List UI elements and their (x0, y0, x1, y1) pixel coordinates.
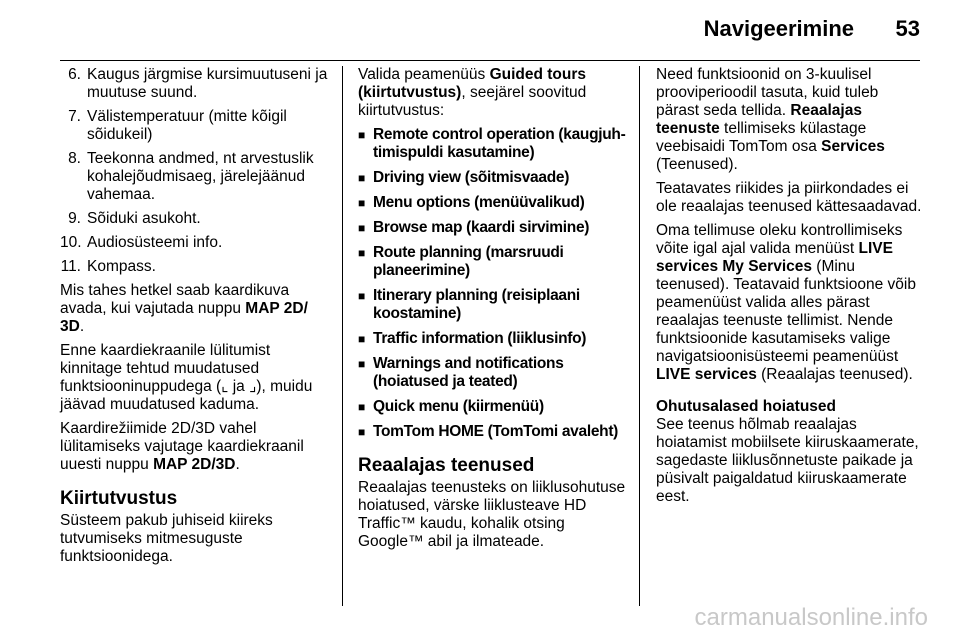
paragraph: Reaalajas teenusteks on liiklusohutuse hoiatused, värske liiklusteave HD Traffic™ kaudu, kohalik otsing Google™ abil ja ilmateade. (358, 479, 626, 550)
list-item: ■ Quick menu (kiirmenüü) (358, 398, 544, 415)
bullet-icon: ■ (358, 357, 365, 371)
column-divider-2 (639, 66, 640, 606)
bullet-icon: ■ (358, 128, 365, 142)
bullet-icon: ■ (358, 289, 365, 303)
paragraph: Oma tellimuse oleku kontrollimiseks võite igal ajal valida menüüst LIVE services My Services (Minu teenused). Teatavaid funktsioone võib peamenüüst valida alles pärast reaalajas teenuste tellimist. Nende funktsioonide kasutamiseks valige navigatsioonisüsteemi peamenüüst LIVE services (Reaalajas teenused). (656, 222, 916, 383)
paragraph: See teenus hõlmab reaalajas hoiatamist mobiilsete kiiruskaamerate, sagedaste liiklusõnnetuste paikade ja püsivalt paigaldatud kiiruskaamerate eest. (656, 416, 919, 505)
paragraph: Kaardirežiimide 2D/3D vahel lülitamiseks vajutage kaardiekraanil uuesti nuppu MAP 2D/3D. (60, 420, 304, 473)
bullet-icon: ■ (358, 425, 365, 439)
paragraph: Teatavates riikides ja piirkondades ei ole reaalajas teenused kättesaadavad. (656, 180, 922, 215)
paragraph: Valida peamenüüs Guided tours (kiirtutvustus), seejärel soovitud kiirtutvustus: (358, 66, 587, 119)
subsection-heading: Ohutusalased hoiatused (656, 398, 837, 415)
paragraph: Süsteem pakub juhiseid kiireks tutvumiseks mitmesuguste funktsioonidega. (60, 512, 273, 565)
list-item: ■ Remote control operation (kaugjuhtimispuldi kasutamine) (358, 126, 626, 161)
list-item: 6. Kaugus järgmise kursimuutuseni ja muutuse suund. (68, 66, 328, 101)
list-item: ■ Itinerary planning (reisiplaani koostamine) (358, 287, 580, 322)
list-item: 8. Teekonna andmed, nt arvestuslik kohalejõudmisaeg, järelejäänud vahemaa. (68, 150, 314, 203)
section-heading: Reaalajas teenused (358, 455, 535, 476)
watermark: carmanualsonline.info (694, 604, 928, 631)
list-item: ■ Traffic information (liiklusinfo) (358, 330, 587, 347)
page-header (0, 0, 960, 60)
bullet-icon: ■ (358, 332, 365, 346)
bullet-icon: ■ (358, 196, 365, 210)
bullet-icon: ■ (358, 400, 365, 414)
list-item: ■ Warnings and notifications (hoiatused ja teated) (358, 355, 564, 390)
paragraph: Mis tahes hetkel saab kaardikuva avada, kui vajutada nuppu MAP 2D/ 3D. (60, 282, 308, 335)
list-item: ■ Browse map (kaardi sirvimine) (358, 219, 590, 236)
display-items-list (60, 66, 336, 276)
paragraph: Need funktsioonid on 3-kuulisel prooviperioodil tasuta, kuid tuleb pärast seda tellida. Reaalajas teenuste tellimiseks külastage veebisaidi TomTom osa Services (Teenused). (656, 66, 885, 173)
bullet-icon: ■ (358, 171, 365, 185)
page-number: 53 (895, 16, 920, 41)
section-title: Navigeerimine (703, 16, 854, 41)
list-item: ■ Route planning (marsruudi planeerimine) (358, 244, 564, 279)
column-1 (60, 66, 336, 572)
bullet-icon: ■ (358, 246, 365, 260)
list-item: ■ TomTom HOME (TomTomi avaleht) (358, 423, 619, 440)
guided-tours-list (358, 126, 630, 441)
bullet-icon: ■ (358, 221, 365, 235)
list-item: ■ Menu options (menüüvalikud) (358, 194, 585, 211)
column-divider-1 (342, 66, 343, 606)
list-item: 11. Kompass. (60, 258, 156, 275)
section-heading: Kiirtutvustus (60, 488, 178, 509)
column-2 (358, 66, 630, 557)
list-item: 7. Välistemperatuur (mitte kõigil sõidukeil) (68, 108, 287, 143)
header-rule (60, 60, 920, 61)
paragraph: Enne kaardiekraanile lülitumist kinnitage tehtud muudatused funktsiooninuppudega (⌞ ja ⌟), muidu jäävad muudatused kaduma. (60, 342, 313, 413)
list-item: ■ Driving view (sõitmisvaade) (358, 169, 570, 186)
column-3 (656, 66, 922, 512)
list-item: 10. Audiosüsteemi info. (60, 234, 223, 251)
list-item: 9. Sõiduki asukoht. (68, 210, 201, 227)
